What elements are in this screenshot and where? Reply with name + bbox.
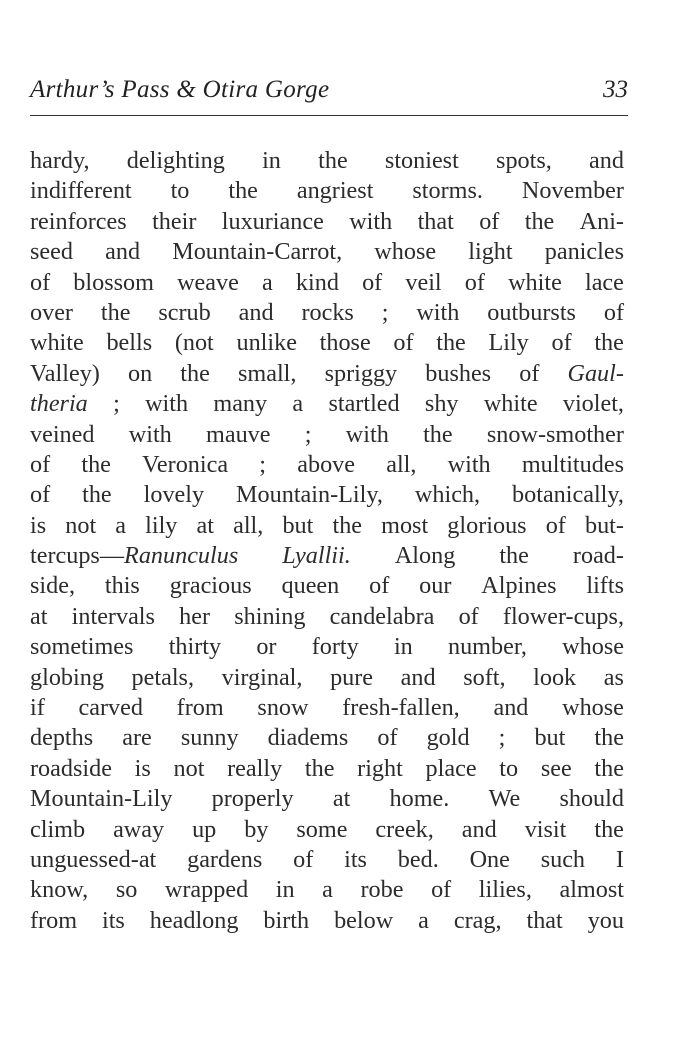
word: ;: [498, 724, 506, 752]
word: the: [304, 754, 335, 782]
text-line: [30, 784, 624, 814]
word: of: [30, 450, 51, 478]
word: Gaul-: [567, 359, 624, 387]
word: hardy,: [30, 147, 90, 174]
word: of: [551, 329, 572, 357]
word: blossom: [73, 268, 154, 296]
word: virginal,: [221, 663, 303, 691]
word: lovely: [143, 481, 205, 509]
word: creek,: [375, 815, 434, 843]
text-line: [30, 359, 624, 389]
word: of: [545, 511, 566, 539]
text-line: [30, 906, 624, 936]
word: to: [170, 177, 190, 205]
word: pure: [330, 663, 374, 691]
word: robe: [360, 876, 404, 904]
word: which,: [414, 481, 481, 509]
word: properly: [211, 785, 294, 813]
word: flower-cups,: [502, 602, 624, 630]
word: kind: [295, 268, 339, 296]
word: some: [296, 815, 348, 843]
text-line: [30, 146, 624, 176]
word: the: [524, 207, 555, 235]
word: or: [256, 633, 277, 661]
body-text: [30, 146, 624, 936]
word: this: [104, 572, 140, 600]
word: see: [540, 754, 572, 782]
word: rocks: [301, 298, 354, 326]
word: the: [100, 298, 131, 326]
text-line: [30, 480, 624, 510]
text-line: [30, 754, 624, 784]
word: indifferent: [30, 177, 132, 205]
word: crag,: [453, 906, 502, 934]
word: by: [244, 815, 269, 843]
word: Veronica: [142, 450, 229, 478]
word: lilies,: [478, 876, 532, 904]
word: queen: [281, 572, 340, 600]
word: a: [418, 906, 429, 934]
word: light: [468, 238, 513, 266]
word: but: [534, 724, 566, 752]
word: ;: [304, 420, 312, 448]
word: whose: [562, 694, 624, 722]
word: gardens: [187, 845, 263, 873]
word: weave: [177, 268, 239, 296]
word: of: [464, 268, 485, 296]
word: headlong: [149, 906, 239, 934]
word: tercups—Ranunculus: [30, 542, 239, 570]
word: Mountain-Carrot,: [172, 238, 343, 266]
word: thirty: [168, 633, 222, 661]
word: should: [559, 785, 624, 813]
word: in: [393, 633, 413, 661]
word: seed: [30, 238, 73, 266]
word: know,: [30, 876, 89, 904]
word: soft,: [463, 663, 506, 691]
text-line: [30, 571, 624, 601]
word: so: [115, 876, 138, 904]
word: of: [479, 207, 500, 235]
word: and: [461, 815, 497, 843]
text-line: [30, 450, 624, 480]
word: almost: [559, 876, 624, 904]
word: gold: [426, 724, 470, 752]
word: of: [458, 602, 479, 630]
word: our: [419, 572, 452, 600]
word: Valley): [30, 359, 100, 387]
word: the: [594, 754, 624, 782]
word: the: [499, 542, 529, 570]
word: of: [431, 876, 452, 904]
word: small,: [237, 359, 297, 387]
word: away: [113, 815, 165, 843]
text-line: [30, 875, 624, 905]
word: right: [357, 754, 403, 782]
text-line: [30, 723, 624, 753]
text-line: [30, 541, 624, 571]
word: spots,: [496, 147, 552, 174]
text-line: [30, 268, 624, 298]
word: the: [318, 147, 348, 174]
word: that: [417, 207, 454, 235]
word: not: [65, 511, 97, 539]
word: I: [615, 845, 624, 873]
word: of: [30, 481, 51, 509]
word: botanically,: [512, 481, 624, 509]
word: fresh-fallen,: [342, 694, 460, 722]
word: in: [275, 876, 295, 904]
word: Alpines: [481, 572, 557, 600]
word: her: [179, 602, 211, 630]
text-line: [30, 298, 624, 328]
word: below: [334, 906, 394, 934]
word: its: [344, 845, 367, 873]
word: snow: [257, 694, 309, 722]
word: snow-smother: [486, 420, 624, 448]
text-line: [30, 389, 624, 419]
word: the: [228, 177, 258, 205]
word: many: [213, 390, 268, 418]
word: all,: [233, 511, 264, 539]
word: whose: [374, 238, 437, 266]
word: lily: [145, 511, 178, 539]
word: ;: [113, 390, 120, 418]
word: with: [145, 390, 189, 418]
word: Along: [394, 542, 456, 570]
word: look: [533, 663, 577, 691]
word: ;: [259, 450, 267, 478]
word: of: [519, 359, 540, 387]
text-line: [30, 815, 624, 845]
text-line: [30, 632, 624, 662]
word: the: [436, 329, 466, 357]
text-line: [30, 176, 624, 206]
word: delighting: [126, 147, 225, 174]
page-number: 33: [603, 76, 628, 103]
word: all,: [386, 450, 417, 478]
word: and: [400, 663, 436, 691]
word: road-: [572, 542, 624, 570]
word: their: [152, 207, 197, 235]
word: a: [115, 511, 127, 539]
word: of: [377, 724, 398, 752]
word: intervals: [71, 602, 155, 630]
word: panicles: [544, 238, 624, 266]
word: the: [594, 329, 624, 357]
text-line: [30, 663, 624, 693]
word: Mountain-Lily: [30, 785, 173, 813]
word: We: [488, 785, 521, 813]
word: at: [30, 602, 48, 630]
text-line: [30, 420, 624, 450]
word: a: [292, 390, 304, 418]
word: angriest: [296, 177, 374, 205]
word: over: [30, 298, 73, 326]
text-line: [30, 845, 624, 875]
word: outbursts: [487, 298, 576, 326]
word: wrapped: [164, 876, 249, 904]
word: with: [447, 450, 491, 478]
word: its: [101, 906, 125, 934]
word: the: [81, 450, 111, 478]
word: whose: [562, 633, 624, 661]
word: shining: [234, 602, 306, 630]
word: from: [176, 694, 224, 722]
header-rule: [30, 115, 628, 116]
word: and: [493, 694, 529, 722]
word: of: [393, 329, 414, 357]
word: that: [526, 906, 563, 934]
word: up: [192, 815, 217, 843]
word: depths: [30, 724, 94, 752]
word: the: [594, 724, 624, 752]
running-header: [30, 76, 628, 110]
word: are: [122, 724, 152, 752]
word: multitudes: [521, 450, 624, 478]
word: sometimes: [30, 633, 134, 661]
word: globing: [30, 663, 104, 691]
word: as: [603, 663, 624, 691]
word: bed.: [397, 845, 439, 873]
word: climb: [30, 815, 86, 843]
word: and: [589, 147, 624, 174]
word: is: [30, 511, 47, 539]
word: gracious: [169, 572, 252, 600]
word: the: [180, 359, 210, 387]
word: of: [369, 572, 390, 600]
word: but: [282, 511, 314, 539]
word: Ani-: [579, 207, 624, 235]
running-title: Arthur’s Pass & Otira Gorge: [30, 76, 330, 103]
text-line: [30, 328, 624, 358]
word: scrub: [158, 298, 211, 326]
word: of: [362, 268, 383, 296]
word: if: [30, 694, 45, 722]
word: not: [173, 754, 205, 782]
word: unlike: [236, 329, 297, 357]
word: lifts: [586, 572, 624, 600]
word: Mountain-Lily,: [236, 481, 383, 509]
word: luxuriance: [221, 207, 324, 235]
word: at: [196, 511, 214, 539]
word: ;: [381, 298, 389, 326]
word: the: [423, 420, 453, 448]
word: One: [469, 845, 510, 873]
text-line: [30, 602, 624, 632]
word: bells: [106, 329, 153, 357]
word: bushes: [425, 359, 492, 387]
word: place: [425, 754, 477, 782]
word: is: [134, 754, 151, 782]
word: with: [416, 298, 460, 326]
word: veil: [405, 268, 442, 296]
word: from: [30, 906, 78, 934]
word: to: [499, 754, 519, 782]
word: shy: [424, 390, 459, 418]
word: in: [262, 147, 281, 174]
word: petals,: [131, 663, 194, 691]
word: Lily: [488, 329, 529, 357]
word: but-: [584, 511, 624, 539]
word: the: [82, 481, 112, 509]
word: reinforces: [30, 207, 127, 235]
word: with: [128, 420, 172, 448]
word: of: [603, 298, 624, 326]
word: side,: [30, 572, 76, 600]
word: violet,: [562, 390, 624, 418]
word: and: [238, 298, 274, 326]
word: stoniest: [384, 147, 459, 174]
word: home.: [389, 785, 450, 813]
word: forty: [311, 633, 359, 661]
word: roadside: [30, 754, 112, 782]
word: spriggy: [324, 359, 398, 387]
word: mauve: [206, 420, 271, 448]
word: diadems: [267, 724, 349, 752]
word: of: [30, 268, 51, 296]
word: theria: [30, 390, 88, 418]
word: glorious: [447, 511, 527, 539]
word: Lyallii.: [282, 542, 351, 570]
word: number,: [447, 633, 527, 661]
word: a: [322, 876, 333, 904]
word: visit: [524, 815, 567, 843]
word: those: [319, 329, 371, 357]
word: startled: [328, 390, 400, 418]
word: of: [293, 845, 314, 873]
word: veined: [30, 420, 95, 448]
text-line: [30, 207, 624, 237]
word: carved: [78, 694, 143, 722]
word: storms.: [412, 177, 483, 205]
word: lace: [584, 268, 624, 296]
word: above: [297, 450, 355, 478]
text-line: [30, 693, 624, 723]
word: with: [345, 420, 389, 448]
word: the: [332, 511, 363, 539]
word: at: [332, 785, 351, 813]
word: and: [105, 238, 141, 266]
word: birth: [263, 906, 310, 934]
text-line: [30, 237, 624, 267]
word: white: [483, 390, 538, 418]
word: candelabra: [329, 602, 435, 630]
word: November: [521, 177, 624, 205]
word: such: [540, 845, 586, 873]
word: most: [381, 511, 429, 539]
word: with: [349, 207, 393, 235]
word: sunny: [180, 724, 239, 752]
text-line: [30, 511, 624, 541]
word: (not: [174, 329, 214, 357]
word: you: [587, 906, 624, 934]
word: on: [127, 359, 153, 387]
word: white: [508, 268, 562, 296]
word: really: [227, 754, 283, 782]
word: unguessed-at: [30, 845, 157, 873]
word: a: [262, 268, 273, 296]
word: the: [594, 815, 624, 843]
word: white: [30, 329, 84, 357]
